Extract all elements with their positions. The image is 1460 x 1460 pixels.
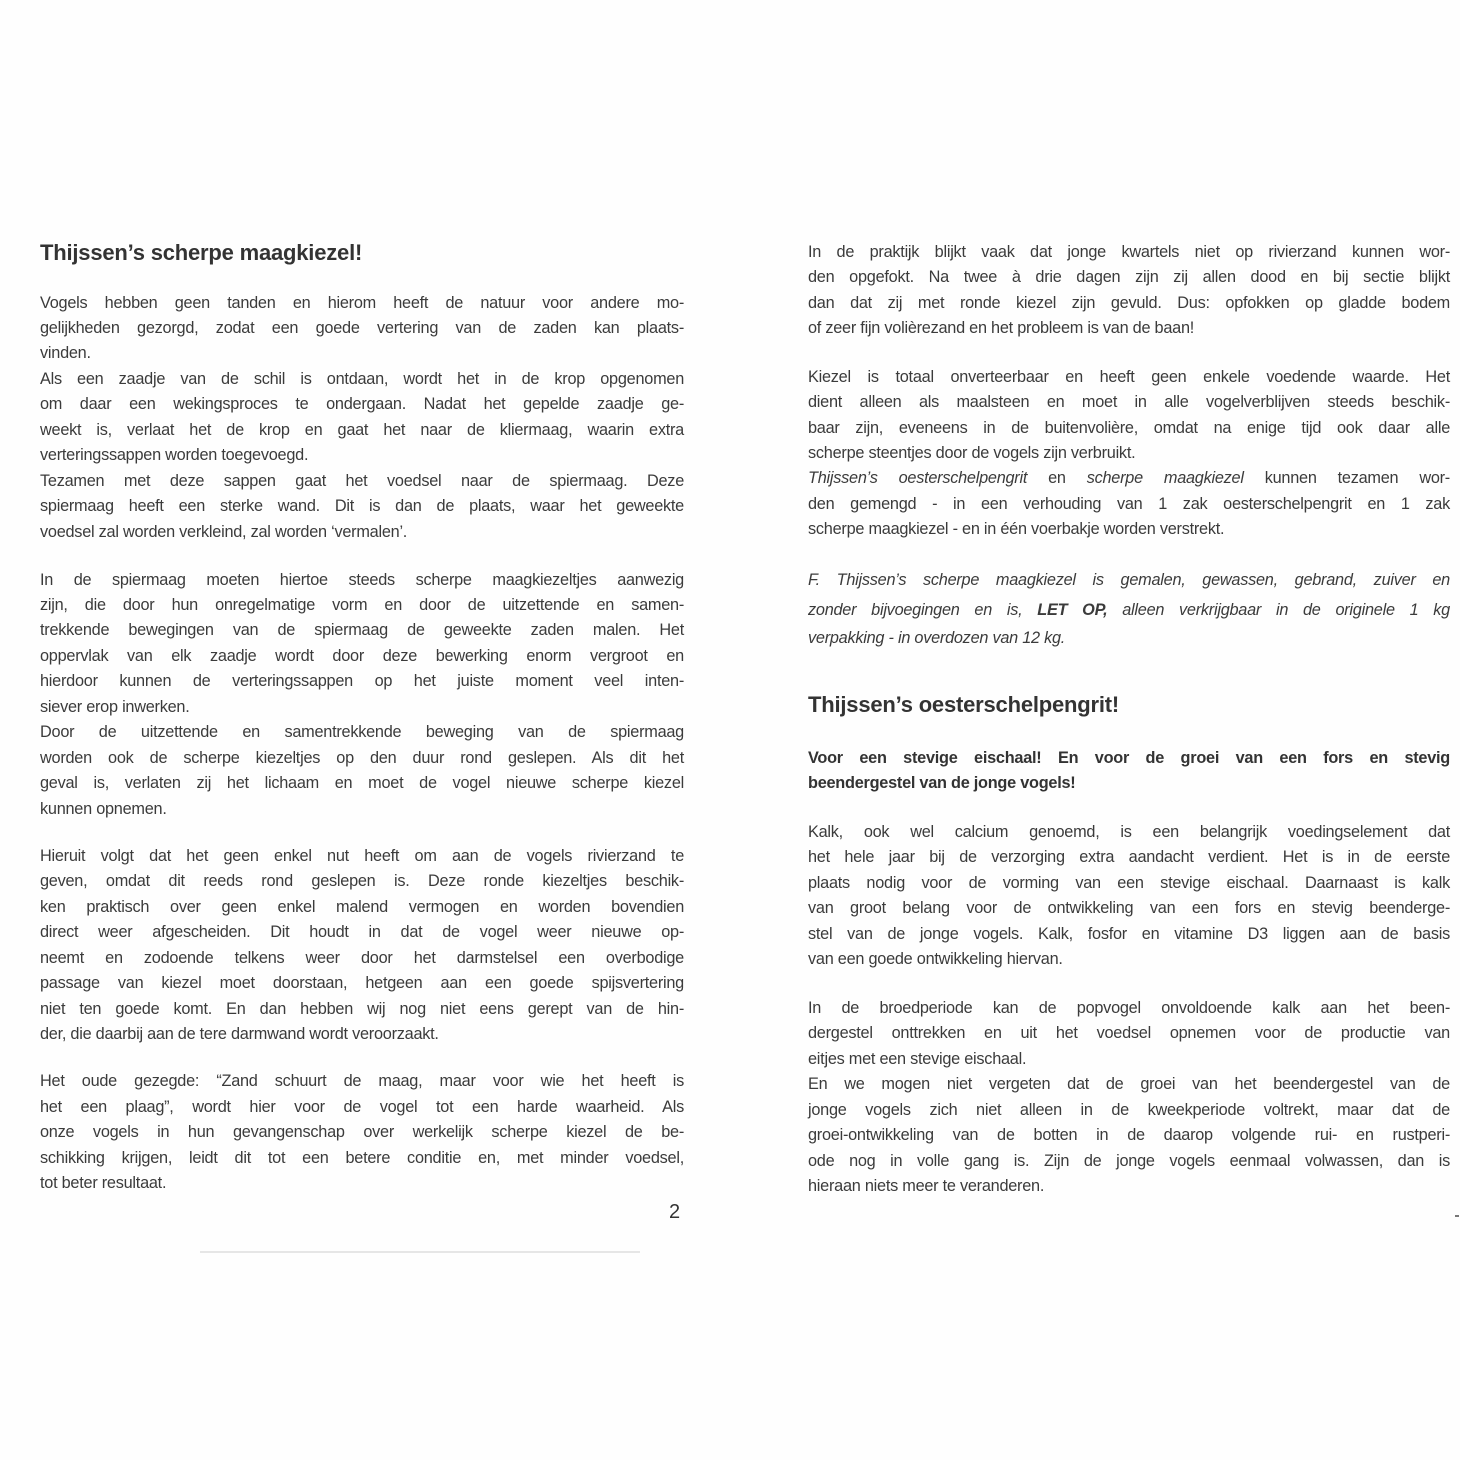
text-line: of zeer fijn volièrezand en het probleem is van de baan!: [808, 319, 1195, 337]
text-line: om daar een wekingsproces te ondergaan. Nadat het gepelde zaadje ge-: [40, 395, 684, 413]
text-line: passage van kiezel moet doorstaan, hetgeen aan een goede spijsvertering: [40, 974, 684, 992]
text-line: van groot belang voor de ontwikkeling van een fors en stevig beenderge-: [808, 899, 1450, 917]
text-line: niet ten goede komt. En dan hebben wij nog niet eens gerept van de hin-: [40, 1000, 684, 1018]
text-span: kunnen tezamen wor-: [1243, 469, 1450, 487]
text-line: tot beter resultaat.: [40, 1174, 167, 1192]
scan-edge-mark: [1455, 1215, 1459, 1217]
text-line: direct weer afgescheiden. Dit houdt in dat de vogel weer nieuwe op-: [40, 923, 684, 941]
text-line: geven, omdat dit reeds rond geslepen is. Deze ronde kiezeltjes beschik-: [40, 872, 684, 890]
text-line: Kiezel is totaal onverteerbaar en heeft geen enkele voedende waarde. Het: [808, 368, 1450, 386]
text-line: F. Thijssen’s scherpe maagkiezel is gemalen, gewassen, gebrand, zuiver en: [808, 571, 1450, 589]
text-line: [808, 598, 1450, 622]
text-line: siever erop inwerken.: [40, 698, 190, 716]
text-line: Kalk, ook wel calcium genoemd, is een belangrijk voedingselement dat: [808, 823, 1450, 841]
text-line: dient alleen als maalsteen en moet in alle vogelverblijven steeds beschik-: [808, 393, 1450, 411]
product-name-italic: scherpe maagkiezel: [1086, 469, 1244, 487]
text-line: weekt is, verlaat het de krop en gaat het naar de kliermaag, waarin extra: [40, 421, 684, 439]
text-line: Door de uitzettende en samentrekkende beweging van de spiermaag: [40, 723, 684, 741]
text-line: vinden.: [40, 344, 91, 362]
text-line: En we mogen niet vergeten dat de groei van het beendergestel van de: [808, 1075, 1450, 1093]
text-line: stel van de jonge vogels. Kalk, fosfor en vitamine D3 liggen aan de basis: [808, 925, 1450, 943]
let-op-bold: LET OP,: [1037, 601, 1108, 619]
text-line: jonge vogels zich niet alleen in de kweekperiode voltrekt, maar dat de: [808, 1101, 1450, 1119]
text-line: verpakking - in overdozen van 12 kg.: [808, 629, 1066, 647]
section-heading-maagkiezel: Thijssen’s scherpe maagkiezel!: [40, 240, 363, 265]
text-line: oppervlak van elk zaadje wordt door deze bewerking enorm vergroot en: [40, 647, 684, 665]
text-line: ode nog in volle gang is. Zijn de jonge vogels eenmaal volwassen, dan is: [808, 1152, 1450, 1170]
text-span: en: [1027, 469, 1087, 487]
text-line: Tezamen met deze sappen gaat het voedsel naar de spiermaag. Deze: [40, 472, 684, 490]
text-line: zijn, die door hun onregelmatige vorm en door de uitzettende en samen-: [40, 596, 684, 614]
text-line: groei-ontwikkeling van de botten in de daarop volgende rui- en rustperi-: [808, 1126, 1450, 1144]
text-line: van een goede ontwikkeling hiervan.: [808, 950, 1063, 968]
text-line: dergestel onttrekken en uit het voedsel opnemen voor de productie van: [808, 1024, 1450, 1042]
text-span: zonder bijvoegingen en is,: [808, 601, 1038, 619]
text-line: [808, 466, 1450, 490]
text-line: Voor een stevige eischaal! En voor de groei van een fors en stevig: [808, 749, 1450, 767]
text-line: hierdoor kunnen de verteringssappen op het juiste moment veel inten-: [40, 672, 684, 690]
text-line: neemt en zodoende telkens weer door het darmstelsel een overbodige: [40, 949, 684, 967]
text-line: hieraan niets meer te veranderen.: [808, 1177, 1045, 1195]
text-line: trekkende bewegingen van de spiermaag de geweekte zaden malen. Het: [40, 621, 684, 639]
text-line: der, die daarbij aan de tere darmwand wordt veroorzaakt.: [40, 1025, 439, 1043]
text-line: Als een zaadje van de schil is ontdaan, wordt het in de krop opgenomen: [40, 370, 684, 388]
text-line: spiermaag heeft een sterke wand. Dit is dan de plaats, waar het geweekte: [40, 497, 684, 515]
text-line: Vogels hebben geen tanden en hierom heeft de natuur voor andere mo-: [40, 294, 684, 312]
text-line: dan dat zij met ronde kiezel zijn gevuld. Dus: opfokken op gladde bodem: [808, 294, 1450, 312]
text-line: scherpe maagkiezel - en in één voerbakje worden verstrekt.: [808, 520, 1225, 538]
text-line: schikking krijgen, leidt dit tot een betere conditie en, met minder voedsel,: [40, 1149, 684, 1167]
text-line: voedsel zal worden verkleind, zal worden ‘vermalen’.: [40, 523, 408, 541]
text-line: plaats nodig voor de vorming van een stevige eischaal. Daarnaast is kalk: [808, 874, 1450, 892]
text-span: alleen verkrijgbaar in de originele 1 kg: [1107, 601, 1450, 619]
text-line: worden ook de scherpe kiezeltjes op den duur rond geslepen. Als dit het: [40, 749, 684, 767]
text-line: beendergestel van de jonge vogels!: [808, 774, 1076, 792]
text-line: scherpe steentjes door de vogels zijn verbruikt.: [808, 444, 1136, 462]
section-heading-oesterschelpengrit: Thijssen’s oesterschelpengrit!: [808, 692, 1120, 717]
text-line: het hele jaar bij de verzorging extra aandacht verdient. Het is in de eerste: [808, 848, 1450, 866]
text-line: baar zijn, eveneens in de buitenvolière, omdat na enige tijd ook daar alle: [808, 419, 1450, 437]
product-name-italic: Thijssen’s oesterschelpengrit: [808, 469, 1028, 487]
text-line: Het oude gezegde: “Zand schuurt de maag, maar voor wie het heeft is: [40, 1072, 684, 1090]
page-number: 2: [669, 1201, 681, 1223]
text-line: eitjes met een stevige eischaal.: [808, 1050, 1027, 1068]
text-line: kunnen opnemen.: [40, 800, 167, 818]
text-line: den opgefokt. Na twee à drie dagen zijn zij allen dood en bij sectie blijkt: [808, 268, 1450, 286]
text-line: het een plaag”, wordt hier voor de vogel tot een harde waarheid. Als: [40, 1098, 684, 1116]
text-line: den gemengd - in een verhouding van 1 zak oesterschelpengrit en 1 zak: [808, 495, 1450, 513]
text-line: geval is, verlaten zij het lichaam en moet de vogel nieuwe scherpe kiezel: [40, 774, 684, 792]
text-line: In de spiermaag moeten hiertoe steeds scherpe maagkiezeltjes aanwezig: [40, 571, 684, 589]
text-line: In de praktijk blijkt vaak dat jonge kwartels niet op rivierzand kunnen wor-: [808, 243, 1450, 261]
text-line: verteringssappen worden toegevoegd.: [40, 446, 309, 464]
text-line: Hieruit volgt dat het geen enkel nut heeft om aan de vogels rivierzand te: [40, 847, 684, 865]
text-line: gelijkheden gezorgd, zodat een goede vertering van de zaden kan plaats-: [40, 319, 684, 337]
text-line: In de broedperiode kan de popvogel onvoldoende kalk aan het been-: [808, 999, 1450, 1017]
page-bottom-rule: [200, 1251, 640, 1253]
text-line: onze vogels in hun gevangenschap over werkelijk scherpe kiezel de be-: [40, 1123, 684, 1141]
text-line: ken praktisch over geen enkel malend vermogen en worden bovendien: [40, 898, 684, 916]
